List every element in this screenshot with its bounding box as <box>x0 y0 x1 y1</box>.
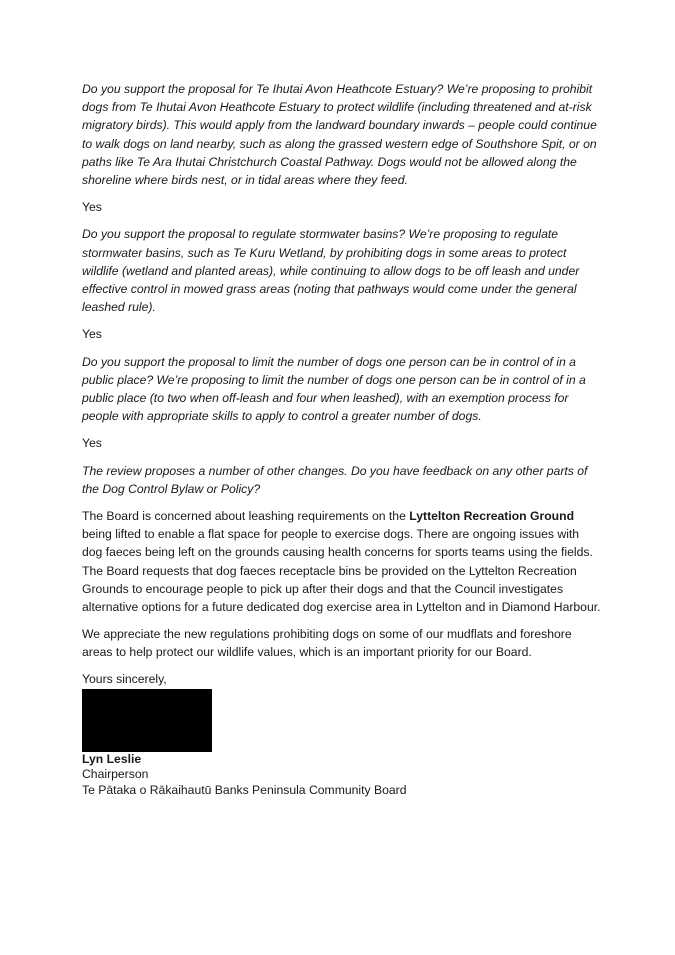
signatory-organisation: Te Pātaka o Rākaihautū Banks Peninsula Community Board <box>82 782 407 797</box>
signatory-name: Lyn Leslie <box>82 751 142 766</box>
letter-page <box>82 80 602 798</box>
feedback-paragraph-lyttelton <box>82 507 602 616</box>
question-stormwater: Do you support the proposal to regulate stormwater basins? We’re proposing to regulate stormwater basins, such as Te Kuru Wetland, by prohibiting dogs in some areas to protect wildlife (wetland and planted areas), while continuing to allow dogs to be off leash and under effective control in mowed grass areas (noting that pathways would come under the general leashed rule). <box>82 227 580 315</box>
closing-salutation: Yours sincerely, <box>82 671 167 686</box>
feedback-text-after: being lifted to enable a flat space for people to exercise dogs. There are ongoing issues with dog faeces being left on the grounds causing health concerns for sports teams using the fields. The Board requests that dog faeces receptacle bins be provided on the Lyttelton Recreation Grounds to encourage people to pick up after their dogs and that the Council investigates alternative options for a future dedicated dog exercise area in Lyttelton and in Diamond Harbour. <box>82 527 601 615</box>
feedback-text-before: The Board is concerned about leashing requirements on the <box>82 509 410 524</box>
answer-estuary: Yes <box>82 200 102 215</box>
lyttelton-recreation-ground-emphasis: Lyttelton Recreation Ground <box>409 509 575 524</box>
feedback-paragraph-mudflats: We appreciate the new regulations prohibiting dogs on some of our mudflats and foreshore areas to help protect our wildlife values, which is an important priority for our Board. <box>82 627 572 660</box>
question-dog-limit: Do you support the proposal to limit the number of dogs one person can be in control of in a public place? We’re proposing to limit the number of dogs one person can be in control of in a public place (to two when off-leash and four when leashed), with an exemption process for people with appropriate skills to apply to control a greater number of dogs. <box>82 354 586 424</box>
signatory-title: Chairperson <box>82 767 149 782</box>
answer-dog-limit: Yes <box>82 436 102 451</box>
redacted-signature <box>82 689 212 752</box>
question-other-feedback: The review proposes a number of other changes. Do you have feedback on any other parts of the Dog Control Bylaw or Policy? <box>82 463 588 496</box>
question-estuary: Do you support the proposal for Te Ihutai Avon Heathcote Estuary? We’re proposing to prohibit dogs from Te Ihutai Avon Heathcote Estuary to protect wildlife (including threatened and at-risk migratory birds). This would apply from the landward boundary inwards – people could continue to walk dogs on land nearby, such as along the grassed western edge of Southshore Spit, or on paths like Te Ara Ihutai Christchurch Coastal Pathway. Dogs would not be allowed along the shoreline where birds nest, or in tidal areas where they feed. <box>82 82 597 188</box>
answer-stormwater: Yes <box>82 327 102 342</box>
